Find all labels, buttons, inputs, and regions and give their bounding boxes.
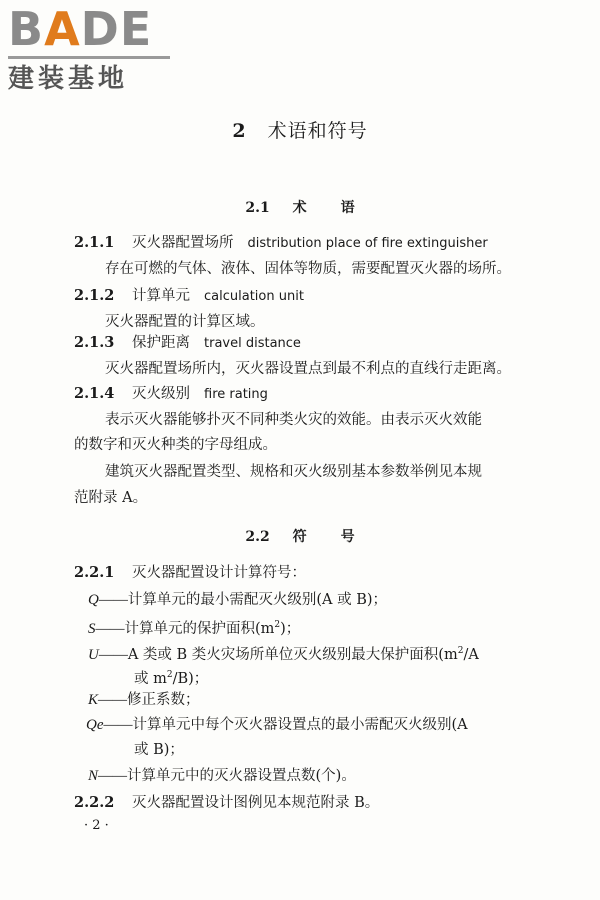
symbol: K bbox=[88, 692, 99, 708]
symbol-dash: —— bbox=[98, 592, 128, 608]
symbol-entry bbox=[88, 766, 356, 786]
term-english: fire rating bbox=[204, 387, 268, 402]
logo-accent-letter: A bbox=[44, 2, 81, 56]
term-definition: 建筑灭火器配置类型、规格和灭火级别基本参数举例见本规 bbox=[105, 464, 482, 480]
term-definition: 范附录 A。 bbox=[74, 490, 148, 506]
page-number: · 2 · bbox=[84, 818, 109, 833]
clause-number: 2.2.1 bbox=[74, 564, 115, 581]
symbol: N bbox=[88, 768, 99, 784]
symbol-entry bbox=[86, 715, 468, 735]
symbol-dash: —— bbox=[98, 768, 128, 784]
symbol-description: 计算单元的最小需配灭火级别(A 或 B)； bbox=[127, 592, 388, 608]
term-heading bbox=[74, 233, 488, 254]
section-title-part: 号 bbox=[340, 529, 355, 545]
term-definition: 存在可燃的气体、液体、固体等物质，需要配置灭火器的场所。 bbox=[105, 261, 511, 277]
section-title-part: 语 bbox=[340, 200, 355, 216]
term-english: travel distance bbox=[204, 336, 301, 351]
symbol-description: 计算单元中的灭火器设置点数(个)。 bbox=[127, 768, 356, 784]
superscript: 2 bbox=[274, 620, 281, 630]
symbol-dash: —— bbox=[98, 646, 128, 663]
symbol-dash: —— bbox=[98, 692, 128, 708]
publisher-logo bbox=[8, 4, 178, 97]
symbol-description-tail: )； bbox=[280, 620, 301, 637]
symbol-description: 或 m bbox=[134, 670, 167, 687]
term-definition: 灭火器配置场所内，灭火器设置点到最不利点的直线行走距离。 bbox=[105, 361, 511, 377]
clause-number: 2.1.3 bbox=[74, 334, 115, 351]
clause-number: 2.1.2 bbox=[74, 287, 115, 304]
term-english: distribution place of fire extinguisher bbox=[247, 236, 488, 251]
logo-wordmark: BADE bbox=[8, 2, 153, 56]
chapter-number: 2 bbox=[232, 120, 247, 142]
clause-number: 2.1.1 bbox=[74, 234, 115, 251]
section-title-terms bbox=[0, 197, 600, 217]
symbol-entry bbox=[88, 690, 200, 710]
term-chinese: 灭火级别 bbox=[132, 386, 190, 402]
symbol: Q bbox=[88, 592, 99, 608]
clause-heading bbox=[74, 563, 306, 583]
term-heading bbox=[74, 384, 268, 405]
chapter-title bbox=[0, 116, 600, 143]
symbol-description: 计算单元中每个灭火器设置点的最小需配灭火级别(A bbox=[132, 717, 468, 733]
symbol: Qe bbox=[86, 717, 104, 733]
clause-number: 2.1.4 bbox=[74, 385, 115, 402]
clause-heading bbox=[74, 793, 379, 813]
symbol-entry bbox=[88, 615, 300, 639]
section-title-symbols bbox=[0, 526, 600, 546]
superscript: 2 bbox=[457, 646, 464, 656]
section-title-part: 符 bbox=[292, 529, 307, 545]
term-heading bbox=[74, 286, 304, 307]
symbol-description: 修正系数； bbox=[127, 692, 200, 708]
superscript: 2 bbox=[166, 670, 173, 680]
term-definition: 表示灭火器能够扑灭不同种类火灾的效能。由表示灭火效能 bbox=[105, 412, 482, 428]
symbol-description: 计算单元的保护面积(m bbox=[124, 620, 275, 637]
term-definition: 的数字和灭火种类的字母组成。 bbox=[74, 437, 277, 453]
symbol: U bbox=[88, 646, 99, 663]
symbol-entry bbox=[88, 641, 479, 665]
term-chinese: 灭火器配置场所 bbox=[132, 235, 234, 251]
term-chinese: 保护距离 bbox=[132, 335, 190, 351]
section-title-part: 术 bbox=[292, 200, 307, 216]
term-chinese: 计算单元 bbox=[132, 288, 190, 304]
term-english: calculation unit bbox=[204, 289, 304, 304]
symbol: S bbox=[88, 620, 96, 637]
clause-number: 2.2.2 bbox=[74, 794, 115, 811]
symbol-entry bbox=[88, 590, 387, 610]
logo-subtitle: 建装基地 bbox=[8, 64, 129, 94]
chapter-heading: 术语和符号 bbox=[267, 120, 368, 142]
clause-text: 灭火器配置设计计算符号： bbox=[132, 565, 306, 581]
term-definition: 灭火器配置的计算区域。 bbox=[105, 314, 265, 330]
term-heading bbox=[74, 333, 301, 354]
section-number: 2.2 bbox=[245, 529, 270, 545]
symbol-description: 或 B)； bbox=[134, 742, 184, 758]
section-number: 2.1 bbox=[245, 200, 270, 216]
symbol-continuation bbox=[134, 665, 208, 689]
symbol-dash: —— bbox=[95, 620, 125, 637]
clause-text: 灭火器配置设计图例见本规范附录 B。 bbox=[132, 795, 380, 811]
symbol-description-tail: /A bbox=[463, 646, 479, 663]
symbol-continuation bbox=[134, 740, 184, 760]
symbol-description-tail: /B)； bbox=[172, 670, 209, 687]
symbol-dash: —— bbox=[103, 717, 133, 733]
symbol-description: A 类或 B 类火灾场所单位灭火级别最大保护面积(m bbox=[127, 646, 458, 663]
logo-divider bbox=[8, 56, 170, 59]
